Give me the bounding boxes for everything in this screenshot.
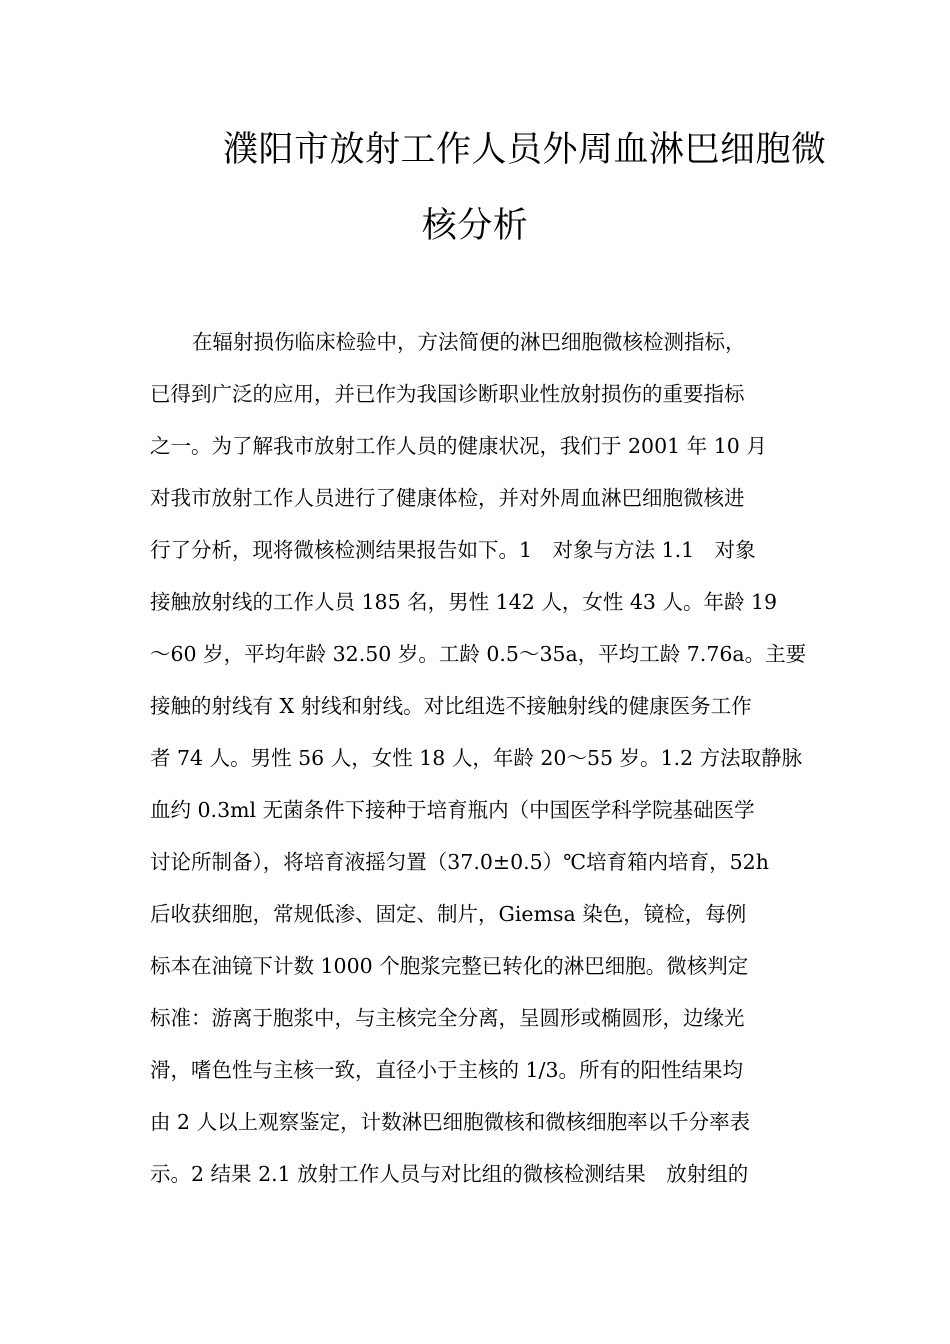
title-line: 核分析 — [421, 206, 529, 246]
body-line: 行了分析，现将微核检测结果报告如下。1 对象与方法 1.1 对象 — [150, 538, 756, 562]
body-line: 已得到广泛的应用，并已作为我国诊断职业性放射损伤的重要指标 — [150, 382, 745, 406]
title-line: 濮阳市放射工作人员外周血淋巴细胞微 — [223, 130, 827, 170]
document-body — [150, 316, 810, 1200]
body-line: 接触的射线有 X 射线和射线。对比组选不接触射线的健康医务工作 — [150, 694, 752, 718]
body-line: 示。2 结果 2.1 放射工作人员与对比组的微核检测结果 放射组的 — [150, 1162, 749, 1186]
body-line: 在辐射损伤临床检验中，方法简便的淋巴细胞微核检测指标， — [192, 330, 746, 354]
body-line: 标准：游离于胞浆中，与主核完全分离，呈圆形或椭圆形，边缘光 — [150, 1006, 745, 1030]
body-line: ～60 岁，平均年龄 32.50 岁。工龄 0.5～35a，平均工龄 7.76a。主要 — [150, 642, 807, 666]
document-title — [150, 112, 827, 264]
body-line: 对我市放射工作人员进行了健康体检，并对外周血淋巴细胞微核进 — [150, 486, 745, 510]
body-line: 由 2 人以上观察鉴定，计数淋巴细胞微核和微核细胞率以千分率表 — [150, 1110, 751, 1134]
body-line: 后收获细胞，常规低渗、固定、制片，Giemsa 染色，镜检，每例 — [150, 902, 747, 926]
body-line: 血约 0.3ml 无菌条件下接种于培育瓶内（中国医学科学院基础医学 — [150, 798, 755, 822]
body-line: 接触放射线的工作人员 185 名，男性 142 人，女性 43 人。年龄 19 — [150, 590, 778, 614]
body-line: 之一。为了解我市放射工作人员的健康状况，我们于 2001 年 10 月 — [150, 434, 767, 458]
body-line: 者 74 人。男性 56 人，女性 18 人，年龄 20～55 岁。1.2 方法取静脉 — [150, 746, 803, 770]
body-line: 标本在油镜下计数 1000 个胞浆完整已转化的淋巴细胞。微核判定 — [150, 954, 749, 978]
body-line: 讨论所制备），将培育液摇匀置（37.0±0.5）℃培育箱内培育，52h — [150, 850, 769, 874]
body-line: 滑，嗜色性与主核一致，直径小于主核的 1/3。所有的阳性结果均 — [150, 1058, 744, 1082]
